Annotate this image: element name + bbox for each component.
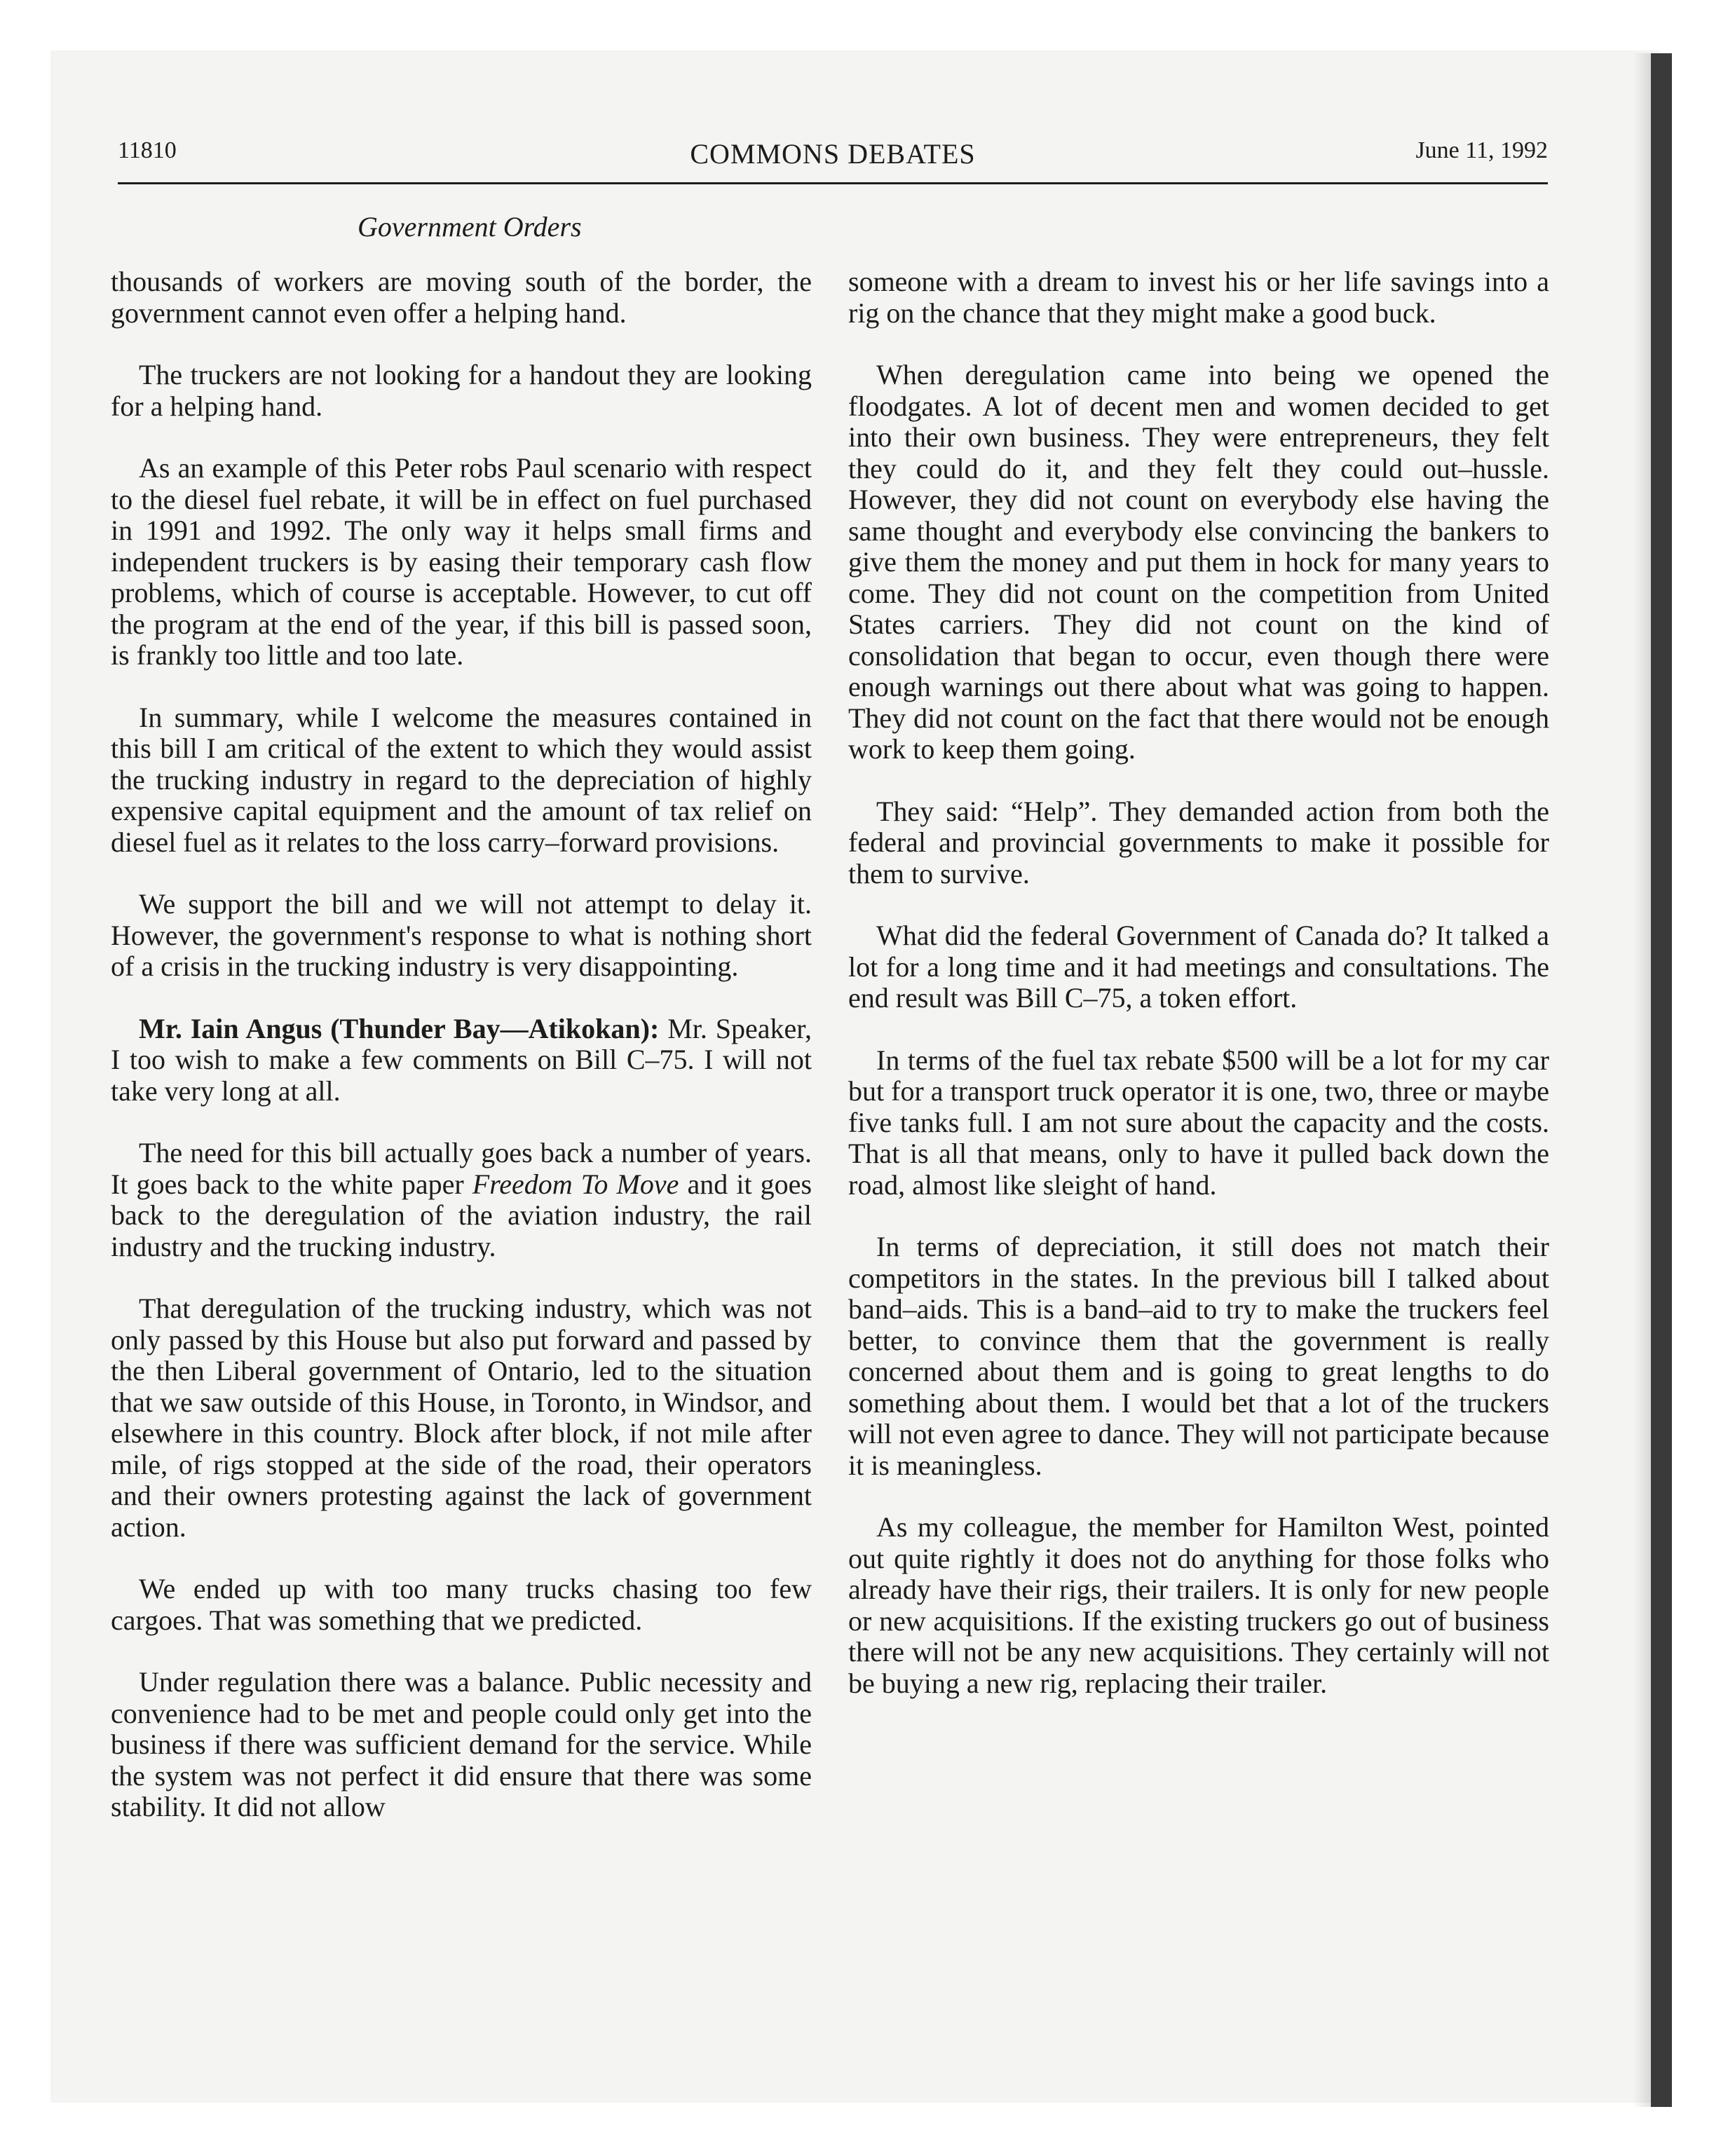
speaker-name: Mr. Iain Angus (Thunder Bay—Atikokan): [139,1012,660,1044]
paragraph: Under regulation there was a balance. Public necessity and convenience had to be met and people could only get into the business if there was sufficient demand for the service. While the system was not perfect it did ensure that there was some stability. It did not allow [111,1666,812,1822]
running-header [118,137,1548,184]
publication-date: June 11, 1992 [1415,137,1548,163]
publication-title: COMMONS DEBATES [690,138,976,170]
paragraph: The truckers are not looking for a handout they are looking for a helping hand. [111,359,812,422]
paragraph: In summary, while I welcome the measures contained in this bill I am critical of the extent to which they would assist the trucking industry in regard to the depreciation of highly expensive capital equipment and the amount of tax relief on diesel fuel as it relates to the loss carry–forward provisions. [111,701,812,858]
paragraph: We ended up with too many trucks chasing too few cargoes. That was something that we predicted. [111,1573,812,1636]
section-title: Government Orders [358,211,582,243]
document-title-italic: Freedom To Move [472,1168,679,1200]
paragraph: That deregulation of the trucking industry, which was not only passed by this House but also put forward and passed by the then Liberal government of Ontario, led to the situation that we saw outside of this House, in Toronto, in Windsor, and elsewhere in this country. Block after block, if not mile after mile, of rigs stopped at the side of the road, their operators and their owners protesting against the lack of government action. [111,1292,812,1543]
paragraph: In terms of depreciation, it still does not match their competitors in the states. In the previous bill I talked about band–aids. This is a band–aid to try to make the truckers feel better, to convince them that the government is really concerned about them and is going to great lengths to do something about them. I would bet that a lot of the truckers will not even agree to dance. They will not participate because it is meaningless. [848,1231,1549,1481]
paragraph: As my colleague, the member for Hamilton West, pointed out quite rightly it does not do anything for those folks who already have their rigs, their trailers. It is only for new people or new acquisitions. If the existing truckers go out of business there will not be any new acquisitions. They certainly will not be buying a new rig, replacing their trailer. [848,1511,1549,1699]
paragraph: They said: “Help”. They demanded action from both the federal and provincial governments to make it possible for them to survive. [848,795,1549,889]
right-column [848,266,1549,1730]
paragraph: someone with a dream to invest his or her life savings into a rig on the chance that they might make a good buck. [848,266,1549,329]
paragraph-text: The need for this bill actually goes back a number of years. It goes back to the white paper [111,1137,812,1200]
paragraph [111,1138,812,1262]
speaker-text: Mr. Speaker, I too wish to make a few comments on Bill C–75. I will not take very long at all. [111,1012,812,1107]
paragraph: We support the bill and we will not attempt to delay it. However, the government's response to what is nothing short of a crisis in the trucking industry is very disappointing. [111,888,812,982]
paragraph: In terms of the fuel tax rebate $500 will be a lot for my car but for a transport truck operator it is one, two, three or maybe five tanks full. I am not sure about the capacity and the costs. That is all that means, only to have it pulled back down the road, almost like sleight of hand. [848,1044,1549,1201]
left-column [111,266,812,1854]
paragraph: thousands of workers are moving south of the border, the government cannot even offer a helping hand. [111,266,812,329]
speaker-paragraph [111,1014,812,1107]
page-number: 11810 [118,137,177,163]
paragraph: As an example of this Peter robs Paul scenario with respect to the diesel fuel rebate, it will be in effect on fuel purchased in 1991 and 1992. The only way it helps small firms and independent truckers is by easing their temporary cash flow problems, which of course is acceptable. However, to cut off the program at the end of the year, if this bill is passed soon, is frankly too little and too late. [111,452,812,671]
paragraph-text: and it goes back to the deregulation of the aviation industry, the rail industry and the trucking industry. [111,1168,812,1262]
paragraph: What did the federal Government of Canada do? It talked a lot for a long time and it had meetings and consultations. The end result was Bill C–75, a token effort. [848,920,1549,1014]
paragraph: When deregulation came into being we opened the floodgates. A lot of decent men and women decided to get into their own business. They were entrepreneurs, they felt they could do it, and they felt they could out–hussle. However, they did not count on everybody else having the same thought and everybody else convincing the bankers to give them the money and put them in hock for many years to come. They did not count on the competition from United States carriers. They did not count on the kind of consolidation that began to occur, even though there were enough warnings out there about what was going to happen. They did not count on the fact that there would not be enough work to keep them going. [848,359,1549,765]
